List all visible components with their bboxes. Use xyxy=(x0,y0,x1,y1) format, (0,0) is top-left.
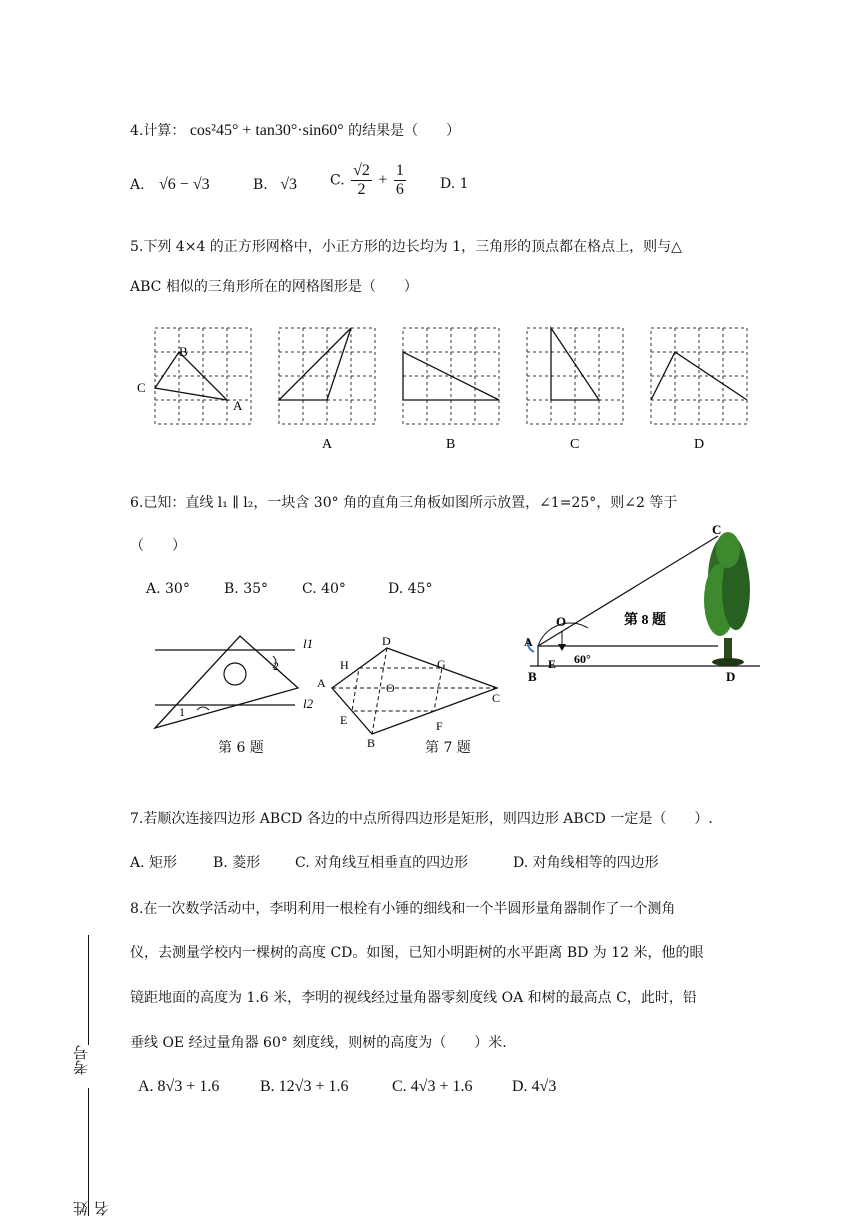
midpoint-quadrilateral xyxy=(352,668,442,711)
grid-label-b: B xyxy=(446,437,456,452)
grid-label-d: D xyxy=(694,437,705,452)
q6-option-b: B. 35° xyxy=(224,581,269,597)
grid-option-b xyxy=(403,328,499,424)
diagonal-bd xyxy=(372,648,387,734)
grid-option-c xyxy=(527,328,623,424)
set-square-hole xyxy=(224,663,246,685)
label-l2: l2 xyxy=(303,696,314,711)
q6-option-a: A. 30° xyxy=(146,581,190,597)
fig7-label-c: C xyxy=(492,691,501,705)
q4-option-a-value: √6 − √3 xyxy=(159,176,210,193)
q8-stem-line1: 8.在一次数学活动中，李明利用一根栓有小锤的细线和一个半圆形量角器制作了一个测角 xyxy=(130,901,676,917)
fig8-label-60: 60° xyxy=(574,652,591,666)
q4-option-c-den1: 2 xyxy=(357,181,366,198)
q4-option-c-frac1 xyxy=(351,162,372,199)
fig8-label-b: B xyxy=(528,669,537,684)
q8-stem-line2: 仪，去测量学校内一棵树的高度 CD。如图，已知小明距树的水平距离 BD 为 12 米，他的眼 xyxy=(130,945,704,961)
kaohao-underline xyxy=(88,935,89,1045)
fig8-label-c: C xyxy=(712,522,722,537)
q4-option-b xyxy=(253,176,297,194)
figure-8 xyxy=(520,520,765,690)
fig7-label-f: F xyxy=(436,719,443,733)
grid-original xyxy=(137,328,251,424)
q4-option-c-den2: 6 xyxy=(395,181,404,198)
q4-option-c xyxy=(330,162,408,199)
figure-6-caption: 第 6 题 xyxy=(218,740,264,756)
fig7-label-h: H xyxy=(340,658,349,672)
q7-option-c: C. 对角线互相垂直的四边形 xyxy=(295,855,469,871)
q5-grid-figures xyxy=(130,320,770,460)
fig8-label-a: A xyxy=(524,635,533,649)
q8-option-b: B. 12√3 + 1.6 xyxy=(260,1078,349,1095)
triangle-option-a xyxy=(279,328,351,400)
grid-label-a: A xyxy=(322,437,333,452)
figure-7 xyxy=(312,632,512,750)
q5-stem-line2: ABC 相似的三角形所在的网格图形是（ ） xyxy=(130,279,418,295)
label-l1: l1 xyxy=(303,636,314,651)
label-angle1: 1 xyxy=(179,705,185,719)
q4-option-a xyxy=(130,176,210,194)
q8-stem-line3: 镜距地面的高度为 1.6 米，李明的视线经过量角器零刻度线 OA 和树的最高点 C，此时，铅 xyxy=(130,990,697,1006)
q7-option-b: B. 菱形 xyxy=(213,855,261,871)
fig7-label-g: G xyxy=(437,657,446,671)
fig8-label-e: E xyxy=(548,657,557,671)
vertex-c-label: C xyxy=(137,380,146,395)
grid-label-c: C xyxy=(570,437,580,452)
label-angle2: 2 xyxy=(273,659,279,673)
q8-option-d: D. 4√3 xyxy=(512,1078,557,1095)
q4-stem xyxy=(130,120,460,140)
figure-7-caption: 第 7 题 xyxy=(425,740,471,756)
fig7-label-e: E xyxy=(340,713,348,727)
q7-option-d: D. 对角线相等的四边形 xyxy=(513,855,659,871)
q4-option-d: D. 1 xyxy=(440,176,469,192)
q4-expression: cos²45° + tan30°·sin60° xyxy=(189,122,344,139)
fig7-label-d: D xyxy=(382,634,391,648)
xingming-label: 姓名 xyxy=(72,1201,111,1216)
q4-suffix: 的结果是（ ） xyxy=(348,123,461,139)
q4-option-c-plus: + xyxy=(378,171,388,189)
q6-stem-line1: 6.已知：直线 l₁ ∥ l₂，一块含 30° 角的直角三角板如图所示放置，∠1=25°，则∠2 等于 xyxy=(130,495,678,511)
q8-stem-line4: 垂线 OE 经过量角器 60° 刻度线，则树的高度为（ ）米. xyxy=(130,1035,507,1051)
q4-option-c-num2: 1 xyxy=(395,162,404,179)
vertex-a-label: A xyxy=(233,398,243,413)
vertex-b-label: B xyxy=(179,344,188,359)
fig8-label-d: D xyxy=(726,669,736,684)
fig8-label-o: O xyxy=(556,614,567,629)
q4-prefix: 4.计算： xyxy=(130,123,186,139)
q5-stem-line1: 5.下列 4×4 的正方形网格中，小正方形的边长均为 1，三角形的顶点都在格点上，则与△ xyxy=(130,239,682,255)
sight-line xyxy=(538,536,718,646)
q4-option-b-value: √3 xyxy=(280,176,297,193)
plumb-bob xyxy=(558,644,566,651)
kaohao-label: 考号 xyxy=(72,1045,90,1075)
fig7-label-b: B xyxy=(367,736,376,750)
q6-option-d: D. 45° xyxy=(388,581,433,597)
q8-option-c: C. 4√3 + 1.6 xyxy=(392,1078,473,1095)
q7-stem: 7.若顺次连接四边形 ABCD 各边的中点所得四边形是矩形，则四边形 ABCD 一定是（ ）. xyxy=(130,811,713,827)
fig7-label-a: A xyxy=(317,676,326,690)
fig7-label-o: O xyxy=(386,681,395,695)
q4-option-c-frac2 xyxy=(394,162,406,199)
q6-stem-line2: （ ） xyxy=(130,538,186,554)
quadrilateral-abcd xyxy=(332,648,497,734)
q7-option-a: A. 矩形 xyxy=(130,855,178,871)
q8-option-a: A. 8√3 + 1.6 xyxy=(138,1078,220,1095)
q4-option-c-num1: √2 xyxy=(353,162,370,179)
grid-option-a xyxy=(279,328,375,424)
q4-option-b-letter: B. xyxy=(253,177,268,193)
q4-option-a-letter: A. xyxy=(130,177,145,193)
q6-option-c: C. 40° xyxy=(302,581,346,597)
figure-8-caption: 第 8 题 xyxy=(624,613,666,628)
angle1-arc xyxy=(197,707,209,710)
q4-option-c-letter: C. xyxy=(330,172,345,189)
grid-option-d xyxy=(651,328,747,424)
